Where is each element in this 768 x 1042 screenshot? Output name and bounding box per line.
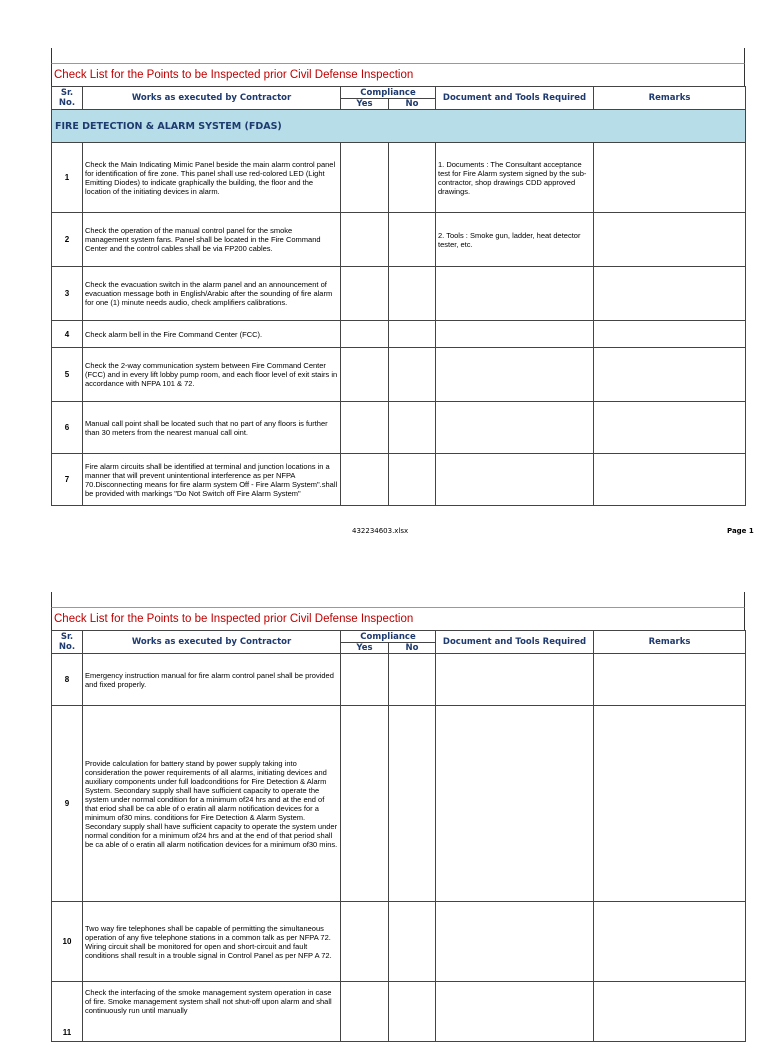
row-sr: 4 [52,321,83,348]
row-no-cell[interactable] [389,402,436,454]
header-yes: Yes [341,99,389,110]
header-remarks: Remarks [594,87,746,110]
row-text: Check the operation of the manual control panel for the smoke management system fans. Panel shall be located in the Fire Command Center and the control cables shall be via FP200 cables. [83,213,341,267]
sheet-top-line [51,48,745,64]
row-doc [436,267,594,321]
row-yes-cell[interactable] [341,213,389,267]
row-sr: 9 [52,706,83,902]
checklist-table-2 [51,630,746,1042]
sheet-title: Check List for the Points to be Inspected prior Civil Defense Inspection [51,608,745,630]
row-remarks-cell[interactable] [594,213,746,267]
footer-filename: 432234603.xlsx [352,527,409,535]
row-remarks-cell[interactable] [594,321,746,348]
row-remarks-cell[interactable] [594,982,746,1042]
table-row [52,654,746,706]
row-yes-cell[interactable] [341,902,389,982]
row-remarks-cell[interactable] [594,402,746,454]
row-doc [436,454,594,506]
header-sr: Sr. No. [52,87,83,110]
row-no-cell[interactable] [389,654,436,706]
row-no-cell[interactable] [389,143,436,213]
row-yes-cell[interactable] [341,348,389,402]
row-yes-cell[interactable] [341,982,389,1042]
row-sr: 8 [52,654,83,706]
row-yes-cell[interactable] [341,267,389,321]
sheet-top-line [51,592,745,608]
row-text: Check the evacuation switch in the alarm panel and an announcement of evacuation message both in English/Arabic after the sounding of fire alarm for one (1) minute needs audio, check amplifiers calibrations. [83,267,341,321]
row-no-cell[interactable] [389,454,436,506]
table-row [52,706,746,902]
table-row [52,321,746,348]
row-doc [436,402,594,454]
row-doc [436,706,594,902]
table-row [52,402,746,454]
row-yes-cell[interactable] [341,321,389,348]
table-row [52,348,746,402]
row-sr: 2 [52,213,83,267]
row-sr: 6 [52,402,83,454]
row-remarks-cell[interactable] [594,454,746,506]
row-remarks-cell[interactable] [594,267,746,321]
row-text: Emergency instruction manual for fire alarm control panel shall be provided and fixed properly. [83,654,341,706]
row-yes-cell[interactable] [341,706,389,902]
header-works: Works as executed by Contractor [83,631,341,654]
row-doc: 2. Tools : Smoke gun, ladder, heat detector tester, etc. [436,213,594,267]
row-doc [436,982,594,1042]
row-yes-cell[interactable] [341,143,389,213]
header-no: No [389,643,436,654]
row-no-cell[interactable] [389,213,436,267]
checklist-table-1 [51,86,746,506]
row-remarks-cell[interactable] [594,706,746,902]
row-text: Two way fire telephones shall be capable of permitting the simultaneous operation of any five telephone stations in a common talk as per NFPA 72. Wiring circuit shall be monitored for open and short-circuit and fault conditions shall result in a trouble signal in Control Panel as per NFP A 72. [83,902,341,982]
row-text: Check alarm bell in the Fire Command Center (FCC). [83,321,341,348]
section-fdas: FIRE DETECTION & ALARM SYSTEM (FDAS) [52,110,746,143]
row-text: Check the Main Indicating Mimic Panel beside the main alarm control panel for identification of fire zone. This panel shall use red-colored LED (Light Emitting Diodes) to indicate graphically the building, the floor and the location of the initiating devices in alarm. [83,143,341,213]
table-row [52,454,746,506]
row-no-cell[interactable] [389,348,436,402]
sheet-title: Check List for the Points to be Inspected prior Civil Defense Inspection [51,64,745,86]
row-text: Fire alarm circuits shall be identified at terminal and junction locations in a manner that will prevent unintentional interference as per NFPA 70.Disconnecting means for fire alarm system Off - Fire Alarm System".shall be provided with markings "Do Not Switch off Fire Alarm System" [83,454,341,506]
header-yes: Yes [341,643,389,654]
table-row [52,267,746,321]
row-yes-cell[interactable] [341,654,389,706]
row-no-cell[interactable] [389,267,436,321]
table-row [52,982,746,1042]
row-no-cell[interactable] [389,321,436,348]
header-compliance: Compliance [341,631,436,643]
row-doc [436,654,594,706]
row-remarks-cell[interactable] [594,348,746,402]
row-remarks-cell[interactable] [594,654,746,706]
header-docs: Document and Tools Required [436,87,594,110]
header-no: No [389,99,436,110]
row-sr: 11 [52,982,83,1042]
row-doc [436,321,594,348]
row-yes-cell[interactable] [341,454,389,506]
header-works: Works as executed by Contractor [83,87,341,110]
row-text: Check the 2-way communication system between Fire Command Center (FCC) and in every lift lobby pump room, and each floor level of exit stairs in accordance with NFPA 101 & 72. [83,348,341,402]
row-remarks-cell[interactable] [594,143,746,213]
row-sr: 10 [52,902,83,982]
row-yes-cell[interactable] [341,402,389,454]
row-sr: 5 [52,348,83,402]
row-text: Check the interfacing of the smoke management system operation in case of fire. Smoke management system shall not shut-off upon alarm and shall continuously run until manually [83,982,341,1042]
header-remarks: Remarks [594,631,746,654]
header-compliance: Compliance [341,87,436,99]
row-sr: 7 [52,454,83,506]
row-no-cell[interactable] [389,982,436,1042]
footer-page-number: Page 1 [727,527,754,535]
table-row [52,213,746,267]
row-remarks-cell[interactable] [594,902,746,982]
row-doc [436,902,594,982]
row-text: Provide calculation for battery stand by power supply taking into consideration the power requirements of all alarms, initiating devices and auxiliary components under full loadconditions for Fire Detection & Alarm System. Secondary supply shall have sufficient capacity to operate the system under normal condition for a minimum of24 hrs and at the end of that eriod shall be ca able of o eratin all alarm notification devices for a minimum of30 mins. conditions for Fire Detection & Alarm System. Secondary supply shall have sufficient capacity to operate the system under normal condition for a minimum of24 hrs and at the end of that period shall be ca able of o eratin all alarm notification devices for a minimum of30 mins. [83,706,341,902]
row-sr: 1 [52,143,83,213]
row-no-cell[interactable] [389,706,436,902]
row-sr: 3 [52,267,83,321]
row-doc: 1. Documents : The Consultant acceptance test for Fire Alarm system signed by the sub-contractor, shop drawings CDD approved drawings. [436,143,594,213]
row-text: Manual call point shall be located such that no part of any floors is further than 30 meters from the nearest manual call oint. [83,402,341,454]
header-sr: Sr. No. [52,631,83,654]
row-doc [436,348,594,402]
header-docs: Document and Tools Required [436,631,594,654]
row-no-cell[interactable] [389,902,436,982]
table-row [52,902,746,982]
table-row [52,143,746,213]
